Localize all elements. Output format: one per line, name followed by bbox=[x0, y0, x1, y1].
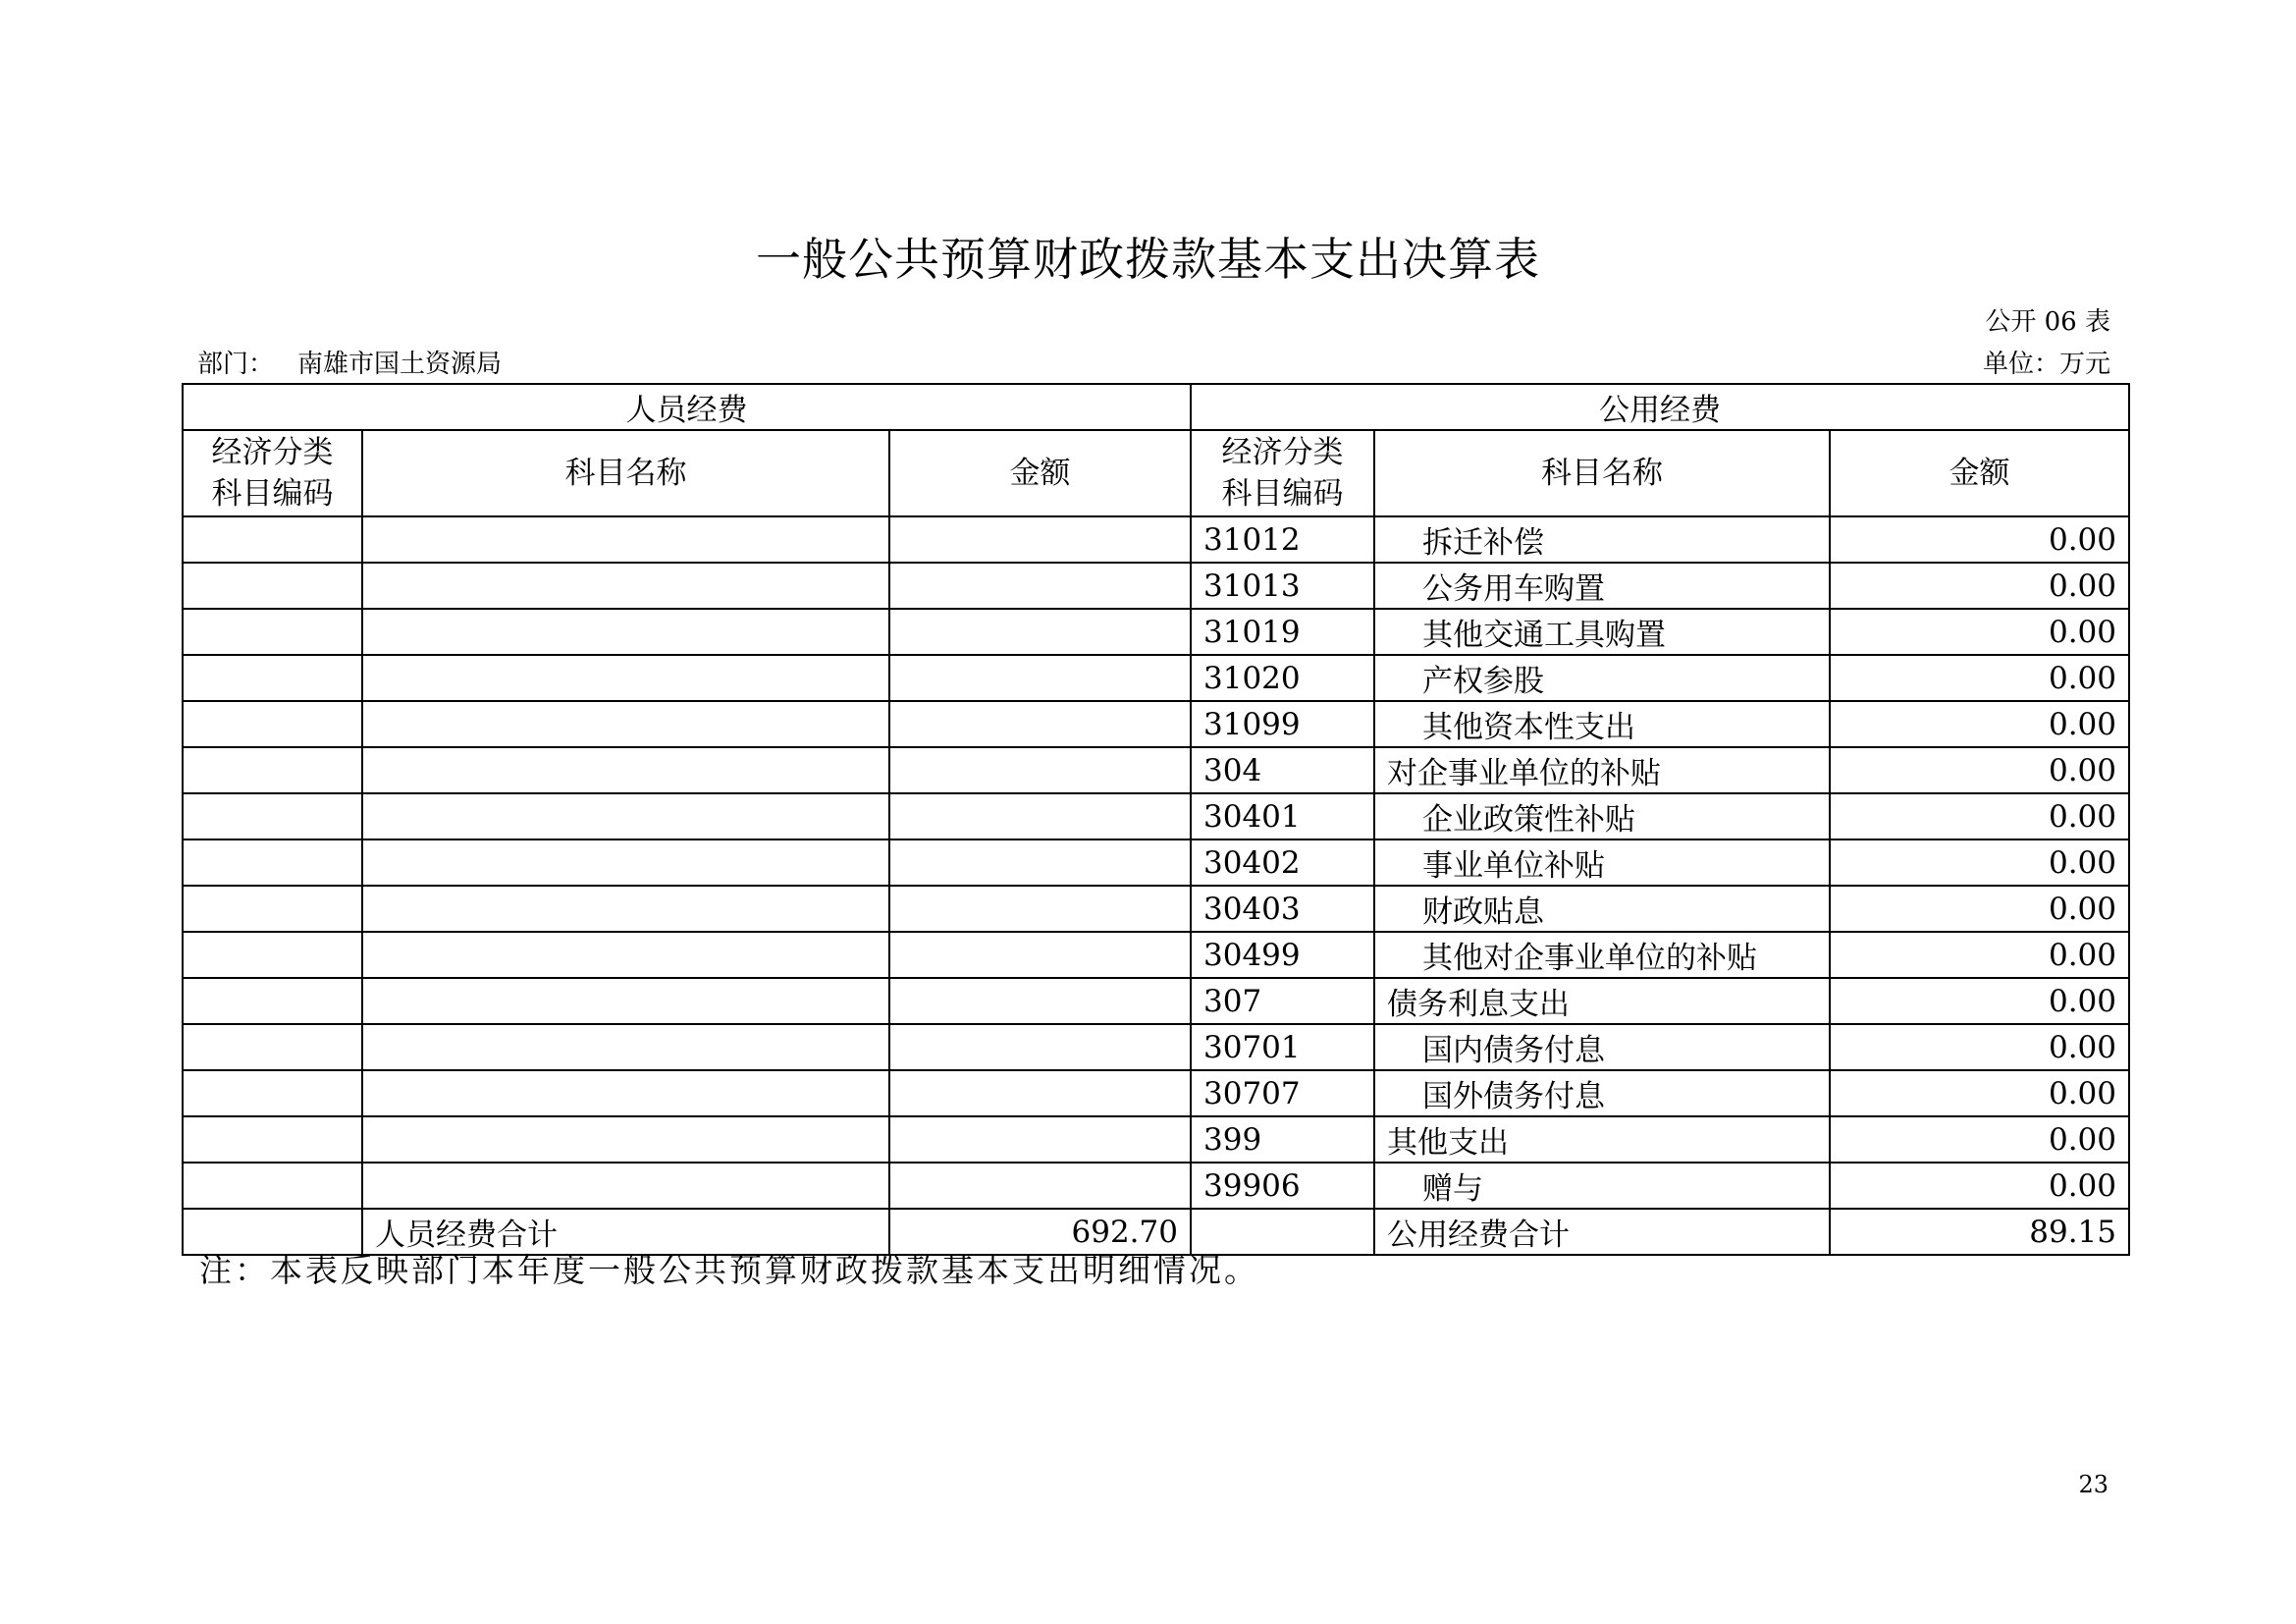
cell-personnel-amount bbox=[889, 747, 1191, 793]
cell-public-code: 399 bbox=[1191, 1116, 1374, 1163]
cell-personnel-name bbox=[362, 516, 889, 563]
table-row bbox=[183, 563, 2129, 609]
total-amount-personnel: 692.70 bbox=[889, 1209, 1191, 1255]
table-row bbox=[183, 932, 2129, 978]
cell-personnel-amount bbox=[889, 1024, 1191, 1070]
cell-personnel-code bbox=[183, 839, 362, 886]
cell-personnel-name bbox=[362, 747, 889, 793]
cell-personnel-name bbox=[362, 1116, 889, 1163]
table-row bbox=[183, 1163, 2129, 1209]
cell-public-name: 其他资本性支出 bbox=[1374, 701, 1830, 747]
cell-personnel-code bbox=[183, 1024, 362, 1070]
cell-personnel-amount bbox=[889, 1116, 1191, 1163]
group-header-row bbox=[183, 384, 2129, 430]
cell-public-amount: 0.00 bbox=[1830, 839, 2129, 886]
cell-personnel-name bbox=[362, 793, 889, 839]
cell-personnel-code bbox=[183, 655, 362, 701]
table-row bbox=[183, 1024, 2129, 1070]
cell-public-amount: 0.00 bbox=[1830, 932, 2129, 978]
cell-public-name: 其他支出 bbox=[1374, 1116, 1830, 1163]
department-label: 部门： bbox=[197, 350, 275, 379]
cell-public-amount: 0.00 bbox=[1830, 516, 2129, 563]
table-row bbox=[183, 839, 2129, 886]
cell-personnel-amount bbox=[889, 655, 1191, 701]
cell-personnel-name bbox=[362, 655, 889, 701]
cell-personnel-code bbox=[183, 886, 362, 932]
cell-public-amount: 0.00 bbox=[1830, 793, 2129, 839]
cell-personnel-code bbox=[183, 701, 362, 747]
cell-personnel-amount bbox=[889, 563, 1191, 609]
table-row bbox=[183, 978, 2129, 1024]
cell-public-name: 财政贴息 bbox=[1374, 886, 1830, 932]
cell-public-code: 31099 bbox=[1191, 701, 1374, 747]
cell-public-amount: 0.00 bbox=[1830, 978, 2129, 1024]
table-row bbox=[183, 886, 2129, 932]
cell-personnel-amount bbox=[889, 1070, 1191, 1116]
cell-public-code: 31013 bbox=[1191, 563, 1374, 609]
cell-personnel-code bbox=[183, 609, 362, 655]
header-name-public: 科目名称 bbox=[1374, 430, 1830, 516]
cell-personnel-code bbox=[183, 747, 362, 793]
cell-public-name: 公务用车购置 bbox=[1374, 563, 1830, 609]
cell-public-code: 31020 bbox=[1191, 655, 1374, 701]
cell-public-code: 30701 bbox=[1191, 1024, 1374, 1070]
cell-public-name: 其他对企事业单位的补贴 bbox=[1374, 932, 1830, 978]
cell-personnel-code bbox=[183, 1070, 362, 1116]
cell-public-amount: 0.00 bbox=[1830, 655, 2129, 701]
cell-personnel-code bbox=[183, 563, 362, 609]
table-row bbox=[183, 1116, 2129, 1163]
cell-personnel-amount bbox=[889, 516, 1191, 563]
column-header-row bbox=[183, 430, 2129, 516]
department-name: 南雄市国土资源局 bbox=[297, 350, 503, 379]
cell-personnel-name bbox=[362, 932, 889, 978]
cell-personnel-code bbox=[183, 1116, 362, 1163]
table-row bbox=[183, 747, 2129, 793]
footnote: 注：本表反映部门本年度一般公共预算财政拨款基本支出明细情况。 bbox=[199, 1251, 1259, 1289]
cell-public-name: 拆迁补偿 bbox=[1374, 516, 1830, 563]
cell-public-code: 30402 bbox=[1191, 839, 1374, 886]
expenditure-table bbox=[182, 383, 2130, 1256]
cell-personnel-code bbox=[183, 932, 362, 978]
table-row bbox=[183, 609, 2129, 655]
group-personnel: 人员经费 bbox=[183, 384, 1191, 430]
cell-public-amount: 0.00 bbox=[1830, 747, 2129, 793]
cell-public-code: 307 bbox=[1191, 978, 1374, 1024]
cell-public-name: 其他交通工具购置 bbox=[1374, 609, 1830, 655]
cell-public-amount: 0.00 bbox=[1830, 1116, 2129, 1163]
cell-public-code: 304 bbox=[1191, 747, 1374, 793]
cell-personnel-name bbox=[362, 1070, 889, 1116]
table-row bbox=[183, 1070, 2129, 1116]
header-amount-personnel: 金额 bbox=[889, 430, 1191, 516]
cell-public-code: 31012 bbox=[1191, 516, 1374, 563]
table-row bbox=[183, 516, 2129, 563]
header-code-personnel: 经济分类 科目编码 bbox=[183, 430, 362, 516]
cell-personnel-name bbox=[362, 701, 889, 747]
total-label-personnel: 人员经费合计 bbox=[362, 1209, 889, 1255]
group-public: 公用经费 bbox=[1191, 384, 2129, 430]
cell-public-code: 31019 bbox=[1191, 609, 1374, 655]
cell-public-code: 30401 bbox=[1191, 793, 1374, 839]
cell-public-name: 企业政策性补贴 bbox=[1374, 793, 1830, 839]
table-row bbox=[183, 793, 2129, 839]
total-label-public: 公用经费合计 bbox=[1374, 1209, 1830, 1255]
cell-public-name: 国外债务付息 bbox=[1374, 1070, 1830, 1116]
cell-personnel-amount bbox=[889, 839, 1191, 886]
cell-public-amount: 0.00 bbox=[1830, 1070, 2129, 1116]
cell-personnel-name bbox=[362, 839, 889, 886]
cell-public-name: 债务利息支出 bbox=[1374, 978, 1830, 1024]
cell-public-name: 赠与 bbox=[1374, 1163, 1830, 1209]
page-number: 23 bbox=[2078, 1471, 2109, 1498]
header-amount-public: 金额 bbox=[1830, 430, 2129, 516]
cell-personnel-amount bbox=[889, 1163, 1191, 1209]
page-title: 一般公共预算财政拨款基本支出决算表 bbox=[756, 233, 1540, 286]
cell-personnel-name bbox=[362, 1163, 889, 1209]
cell-personnel-name bbox=[362, 978, 889, 1024]
cell-public-amount: 0.00 bbox=[1830, 1163, 2129, 1209]
cell-public-amount: 0.00 bbox=[1830, 886, 2129, 932]
cell-personnel-code bbox=[183, 1163, 362, 1209]
unit-label: 单位：万元 bbox=[1982, 350, 2110, 379]
cell-public-name: 产权参股 bbox=[1374, 655, 1830, 701]
cell-public-code: 39906 bbox=[1191, 1163, 1374, 1209]
table-number: 公开 06 表 bbox=[1985, 307, 2110, 337]
cell-personnel-name bbox=[362, 1024, 889, 1070]
cell-public-code: 30403 bbox=[1191, 886, 1374, 932]
table-row bbox=[183, 701, 2129, 747]
cell-public-amount: 0.00 bbox=[1830, 1024, 2129, 1070]
cell-public-name: 事业单位补贴 bbox=[1374, 839, 1830, 886]
cell-personnel-amount bbox=[889, 701, 1191, 747]
cell-public-amount: 0.00 bbox=[1830, 609, 2129, 655]
cell-personnel-code bbox=[183, 516, 362, 563]
cell-personnel-name bbox=[362, 886, 889, 932]
cell-personnel-code bbox=[183, 793, 362, 839]
total-amount-public: 89.15 bbox=[1830, 1209, 2129, 1255]
header-code-public: 经济分类 科目编码 bbox=[1191, 430, 1374, 516]
cell-public-code: 30499 bbox=[1191, 932, 1374, 978]
table-row bbox=[183, 655, 2129, 701]
cell-public-amount: 0.00 bbox=[1830, 563, 2129, 609]
cell-personnel-amount bbox=[889, 886, 1191, 932]
cell-public-amount: 0.00 bbox=[1830, 701, 2129, 747]
cell-personnel-amount bbox=[889, 932, 1191, 978]
cell-public-code: 30707 bbox=[1191, 1070, 1374, 1116]
cell-personnel-amount bbox=[889, 978, 1191, 1024]
cell-personnel-amount bbox=[889, 793, 1191, 839]
cell-personnel-code bbox=[183, 978, 362, 1024]
department-line bbox=[197, 344, 502, 380]
cell-personnel-amount bbox=[889, 609, 1191, 655]
cell-public-name: 国内债务付息 bbox=[1374, 1024, 1830, 1070]
cell-personnel-name bbox=[362, 609, 889, 655]
cell-public-name: 对企事业单位的补贴 bbox=[1374, 747, 1830, 793]
header-name-personnel: 科目名称 bbox=[362, 430, 889, 516]
cell-personnel-name bbox=[362, 563, 889, 609]
